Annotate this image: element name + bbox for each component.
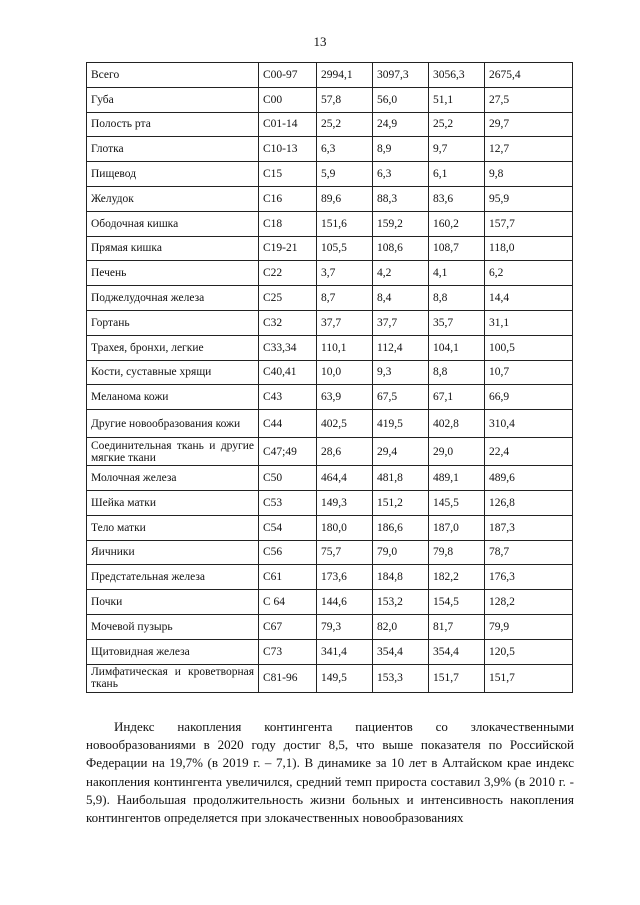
cell-value: 8,9 xyxy=(373,137,429,162)
cell-value: 2994,1 xyxy=(317,63,373,88)
cell-value: 37,7 xyxy=(373,310,429,335)
cell-value: 402,5 xyxy=(317,410,373,438)
cell-icd-code: C00 xyxy=(259,87,317,112)
cell-site-name: Лимфатическая и кроветворная ткань xyxy=(87,664,259,692)
table-row xyxy=(87,286,573,311)
cell-icd-code: C10-13 xyxy=(259,137,317,162)
cell-value: 9,7 xyxy=(429,137,485,162)
cell-value: 128,2 xyxy=(485,590,573,615)
cell-value: 481,8 xyxy=(373,466,429,491)
table-row xyxy=(87,490,573,515)
cell-value: 6,3 xyxy=(373,162,429,187)
cell-value: 2675,4 xyxy=(485,63,573,88)
cell-value: 51,1 xyxy=(429,87,485,112)
cell-value: 157,7 xyxy=(485,211,573,236)
cell-icd-code: C67 xyxy=(259,614,317,639)
cell-site-name: Губа xyxy=(87,87,259,112)
cell-site-name: Меланома кожи xyxy=(87,385,259,410)
cell-icd-code: C61 xyxy=(259,565,317,590)
cell-site-name: Тело матки xyxy=(87,515,259,540)
cell-value: 108,6 xyxy=(373,236,429,261)
cell-icd-code: C22 xyxy=(259,261,317,286)
cell-value: 149,5 xyxy=(317,664,373,692)
cell-value: 79,0 xyxy=(373,540,429,565)
cell-value: 180,0 xyxy=(317,515,373,540)
cell-icd-code: C18 xyxy=(259,211,317,236)
table-row xyxy=(87,360,573,385)
cell-value: 176,3 xyxy=(485,565,573,590)
cell-site-name: Предстательная железа xyxy=(87,565,259,590)
cell-value: 105,5 xyxy=(317,236,373,261)
cell-icd-code: C47;49 xyxy=(259,438,317,466)
cell-site-name: Поджелудочная железа xyxy=(87,286,259,311)
cell-value: 29,4 xyxy=(373,438,429,466)
cell-icd-code: C40,41 xyxy=(259,360,317,385)
cell-value: 14,4 xyxy=(485,286,573,311)
cell-icd-code: C33,34 xyxy=(259,335,317,360)
cell-value: 3056,3 xyxy=(429,63,485,88)
cell-value: 3097,3 xyxy=(373,63,429,88)
cell-value: 67,1 xyxy=(429,385,485,410)
cell-value: 56,0 xyxy=(373,87,429,112)
cell-value: 149,3 xyxy=(317,490,373,515)
table-row xyxy=(87,565,573,590)
cell-value: 12,7 xyxy=(485,137,573,162)
cell-value: 9,8 xyxy=(485,162,573,187)
table-row xyxy=(87,162,573,187)
cell-site-name: Гортань xyxy=(87,310,259,335)
table-body xyxy=(87,63,573,693)
cell-value: 10,7 xyxy=(485,360,573,385)
cell-value: 104,1 xyxy=(429,335,485,360)
cell-value: 8,4 xyxy=(373,286,429,311)
cell-value: 151,7 xyxy=(485,664,573,692)
cell-value: 79,9 xyxy=(485,614,573,639)
cell-value: 9,3 xyxy=(373,360,429,385)
cell-value: 6,2 xyxy=(485,261,573,286)
cell-value: 160,2 xyxy=(429,211,485,236)
cell-value: 3,7 xyxy=(317,261,373,286)
cell-site-name: Кости, суставные хрящи xyxy=(87,360,259,385)
cell-value: 419,5 xyxy=(373,410,429,438)
cell-icd-code: C25 xyxy=(259,286,317,311)
cell-value: 489,6 xyxy=(485,466,573,491)
cell-site-name: Печень xyxy=(87,261,259,286)
cell-icd-code: C43 xyxy=(259,385,317,410)
table-row xyxy=(87,410,573,438)
cell-value: 354,4 xyxy=(429,639,485,664)
table-row xyxy=(87,261,573,286)
cell-value: 75,7 xyxy=(317,540,373,565)
cell-value: 151,6 xyxy=(317,211,373,236)
cell-icd-code: C32 xyxy=(259,310,317,335)
table-row xyxy=(87,236,573,261)
cell-icd-code: C16 xyxy=(259,186,317,211)
cell-value: 79,8 xyxy=(429,540,485,565)
cell-value: 145,5 xyxy=(429,490,485,515)
table-row xyxy=(87,639,573,664)
cell-value: 100,5 xyxy=(485,335,573,360)
cell-icd-code: C 64 xyxy=(259,590,317,615)
cell-value: 82,0 xyxy=(373,614,429,639)
cell-value: 8,8 xyxy=(429,360,485,385)
table-row xyxy=(87,385,573,410)
cell-value: 83,6 xyxy=(429,186,485,211)
cell-value: 112,4 xyxy=(373,335,429,360)
cell-value: 66,9 xyxy=(485,385,573,410)
cell-value: 6,1 xyxy=(429,162,485,187)
cell-value: 24,9 xyxy=(373,112,429,137)
cell-value: 5,9 xyxy=(317,162,373,187)
table-row xyxy=(87,310,573,335)
cell-value: 8,7 xyxy=(317,286,373,311)
cell-value: 489,1 xyxy=(429,466,485,491)
cell-value: 120,5 xyxy=(485,639,573,664)
cell-site-name: Пищевод xyxy=(87,162,259,187)
cell-site-name: Всего xyxy=(87,63,259,88)
cell-value: 25,2 xyxy=(317,112,373,137)
cell-value: 88,3 xyxy=(373,186,429,211)
cell-site-name: Щитовидная железа xyxy=(87,639,259,664)
cell-value: 89,6 xyxy=(317,186,373,211)
cell-value: 37,7 xyxy=(317,310,373,335)
cell-site-name: Трахея, бронхи, легкие xyxy=(87,335,259,360)
cell-icd-code: C50 xyxy=(259,466,317,491)
cell-value: 186,6 xyxy=(373,515,429,540)
cell-value: 79,3 xyxy=(317,614,373,639)
cell-value: 184,8 xyxy=(373,565,429,590)
cell-value: 4,2 xyxy=(373,261,429,286)
cell-value: 110,1 xyxy=(317,335,373,360)
cell-value: 464,4 xyxy=(317,466,373,491)
cell-value: 182,2 xyxy=(429,565,485,590)
cell-site-name: Молочная железа xyxy=(87,466,259,491)
page-number: 13 xyxy=(313,34,327,49)
table-row xyxy=(87,515,573,540)
cell-value: 153,2 xyxy=(373,590,429,615)
cell-value: 6,3 xyxy=(317,137,373,162)
cell-value: 57,8 xyxy=(317,87,373,112)
cell-icd-code: C56 xyxy=(259,540,317,565)
table-row xyxy=(87,186,573,211)
cell-value: 81,7 xyxy=(429,614,485,639)
table-row xyxy=(87,614,573,639)
cell-site-name: Прямая кишка xyxy=(87,236,259,261)
cell-value: 78,7 xyxy=(485,540,573,565)
cell-site-name: Яичники xyxy=(87,540,259,565)
table-row xyxy=(87,590,573,615)
cell-value: 22,4 xyxy=(485,438,573,466)
table-row xyxy=(87,335,573,360)
cell-value: 28,6 xyxy=(317,438,373,466)
cell-value: 310,4 xyxy=(485,410,573,438)
cell-value: 153,3 xyxy=(373,664,429,692)
table-row xyxy=(87,438,573,466)
table-row xyxy=(87,664,573,692)
cell-value: 354,4 xyxy=(373,639,429,664)
cell-icd-code: C44 xyxy=(259,410,317,438)
cell-value: 63,9 xyxy=(317,385,373,410)
cell-value: 4,1 xyxy=(429,261,485,286)
incidence-table xyxy=(86,62,573,693)
cell-value: 154,5 xyxy=(429,590,485,615)
cell-icd-code: C54 xyxy=(259,515,317,540)
cell-value: 187,3 xyxy=(485,515,573,540)
table-row xyxy=(87,211,573,236)
cell-site-name: Ободочная кишка xyxy=(87,211,259,236)
paragraph: Индекс накопления контингента пациентов со злокачественными новообразованиями в 2020 году достиг 8,5, что выше показателя по Российской Федерации на 19,7% (в 2019 г. – 7,1). В динамике за 10 лет в Алтайском крае индекс накопления контингента увеличился, средний темп прироста составил 3,9% (в 2010 г. - 5,9). Наибольшая продолжительность жизни больных и интенсивность накопления контингентов определяется при злокачественных новообразованиях xyxy=(86,719,574,826)
table-row xyxy=(87,112,573,137)
cell-value: 35,7 xyxy=(429,310,485,335)
body-text xyxy=(86,718,574,827)
cell-icd-code: C01-14 xyxy=(259,112,317,137)
cell-value: 151,2 xyxy=(373,490,429,515)
table-row xyxy=(87,87,573,112)
cell-site-name: Глотка xyxy=(87,137,259,162)
cell-site-name: Почки xyxy=(87,590,259,615)
cell-value: 118,0 xyxy=(485,236,573,261)
table-row xyxy=(87,540,573,565)
cell-value: 341,4 xyxy=(317,639,373,664)
cell-value: 126,8 xyxy=(485,490,573,515)
cell-value: 173,6 xyxy=(317,565,373,590)
cell-value: 8,8 xyxy=(429,286,485,311)
cell-value: 187,0 xyxy=(429,515,485,540)
cell-site-name: Шейка матки xyxy=(87,490,259,515)
cell-value: 67,5 xyxy=(373,385,429,410)
cell-value: 159,2 xyxy=(373,211,429,236)
cell-site-name: Другие новообразования кожи xyxy=(87,410,259,438)
cell-icd-code: C81-96 xyxy=(259,664,317,692)
cell-value: 108,7 xyxy=(429,236,485,261)
table-row xyxy=(87,466,573,491)
cell-icd-code: C19-21 xyxy=(259,236,317,261)
cell-icd-code: C73 xyxy=(259,639,317,664)
cell-value: 31,1 xyxy=(485,310,573,335)
cell-icd-code: C15 xyxy=(259,162,317,187)
cell-value: 144,6 xyxy=(317,590,373,615)
cell-value: 29,7 xyxy=(485,112,573,137)
cell-value: 10,0 xyxy=(317,360,373,385)
cell-value: 402,8 xyxy=(429,410,485,438)
cell-icd-code: C00-97 xyxy=(259,63,317,88)
cell-site-name: Соединительная ткань и другие мягкие ткани xyxy=(87,438,259,466)
cell-value: 29,0 xyxy=(429,438,485,466)
table-row xyxy=(87,63,573,88)
table-row xyxy=(87,137,573,162)
cell-value: 27,5 xyxy=(485,87,573,112)
cell-site-name: Мочевой пузырь xyxy=(87,614,259,639)
cell-icd-code: C53 xyxy=(259,490,317,515)
cell-value: 25,2 xyxy=(429,112,485,137)
cell-site-name: Желудок xyxy=(87,186,259,211)
cell-site-name: Полость рта xyxy=(87,112,259,137)
cell-value: 95,9 xyxy=(485,186,573,211)
cell-value: 151,7 xyxy=(429,664,485,692)
